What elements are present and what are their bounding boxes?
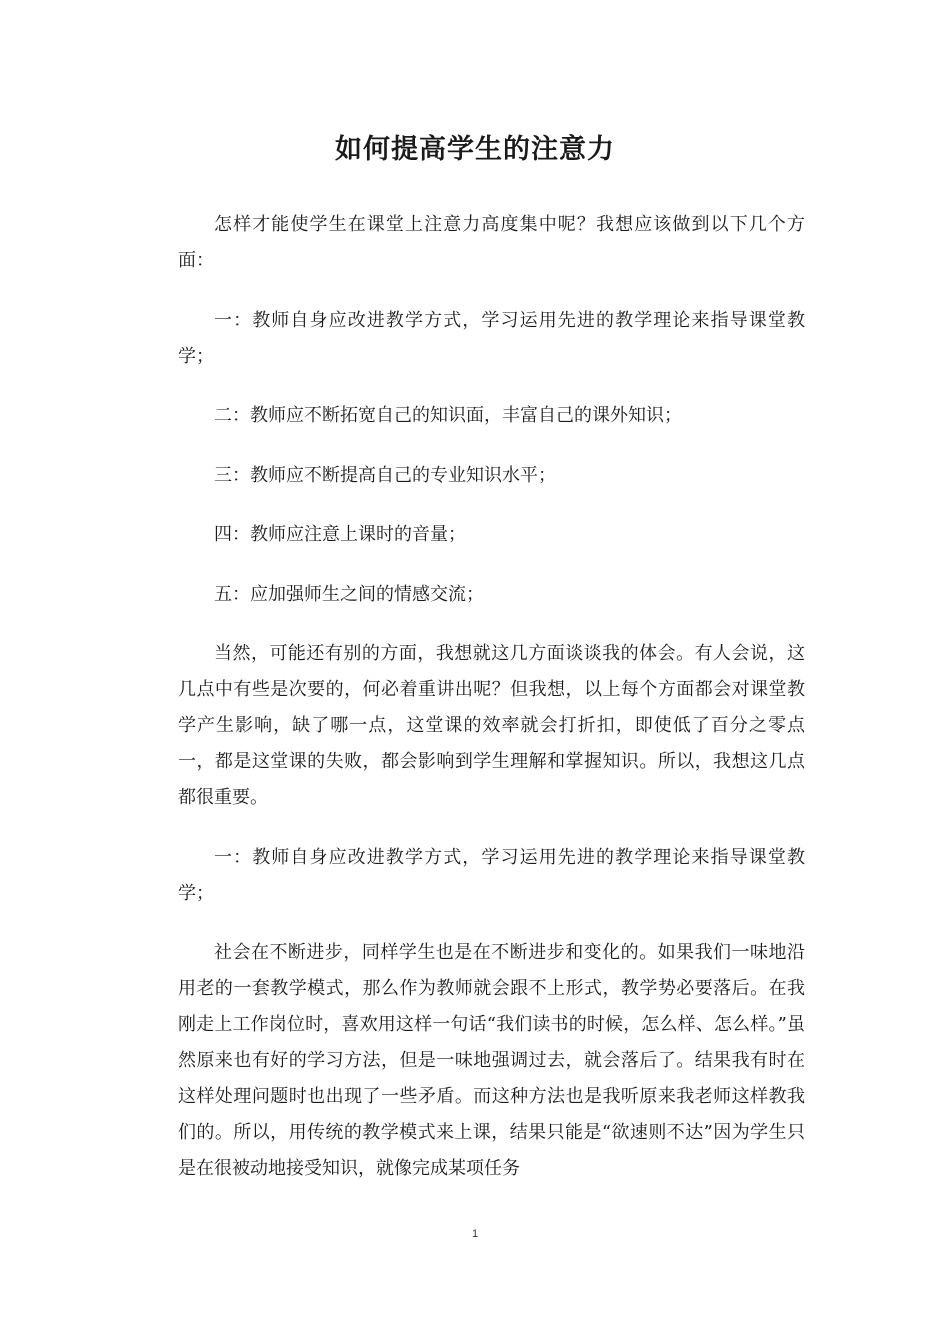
paragraph-point-four: 四：教师应注意上课时的音量； — [214, 524, 466, 545]
paragraph-intro: 怎样才能使学生在课堂上注意力高度集中呢？我想应该做到以下几个方面： — [178, 214, 805, 271]
paragraph-point-two: 二：教师应不断拓宽自己的知识面，丰富自己的课外知识； — [214, 405, 682, 426]
document-title: 如何提高学生的注意力 — [335, 134, 615, 165]
paragraph-section-one-heading: 一：教师自身应改进教学方式，学习运用先进的教学理论来指导课堂教学； — [178, 846, 805, 904]
page-number: 1 — [471, 1228, 479, 1240]
paragraph-discussion: 当然，可能还有别的方面，我想就这几方面谈谈我的体会。有人会说，这几点中有些是次要的，何必着重讲出呢？但我想，以上每个方面都会对课堂教学产生影响，缺了哪一点，这堂课的效率就会打折扣，即使低了百分之零点一，都是这堂课的失败，都会影响到学生理解和掌握知识。所以，我想这几点都很重要。 — [178, 643, 805, 808]
paragraph-point-five: 五：应加强师生之间的情感交流； — [214, 583, 484, 605]
paragraph-point-one: 一：教师自身应改进教学方式，学习运用先进的教学理论来指导课堂教学； — [178, 309, 805, 367]
paragraph-section-one-body: 社会在不断进步，同样学生也是在不断进步和变化的。如果我们一味地沿用老的一套教学模式，那么作为教师就会跟不上形式，教学势必要落后。在我刚走上工作岗位时，喜欢用这样一句话“我们读书的时候，怎么样、怎么样。”虽然原来也有好的学习方法，但是一味地强调过去，就会落后了。结果我有时在这样处理问题时也出现了一些矛盾。而这种方法也是我听原来我老师这样教我们的。所以，用传统的教学模式来上课，结果只能是“欲速则不达”因为学生只是在很被动地接受知识，就像完成某项任务 — [178, 942, 805, 1179]
document-body — [178, 207, 805, 1211]
paragraph-point-three: 三：教师应不断提高自己的专业知识水平； — [214, 464, 556, 486]
